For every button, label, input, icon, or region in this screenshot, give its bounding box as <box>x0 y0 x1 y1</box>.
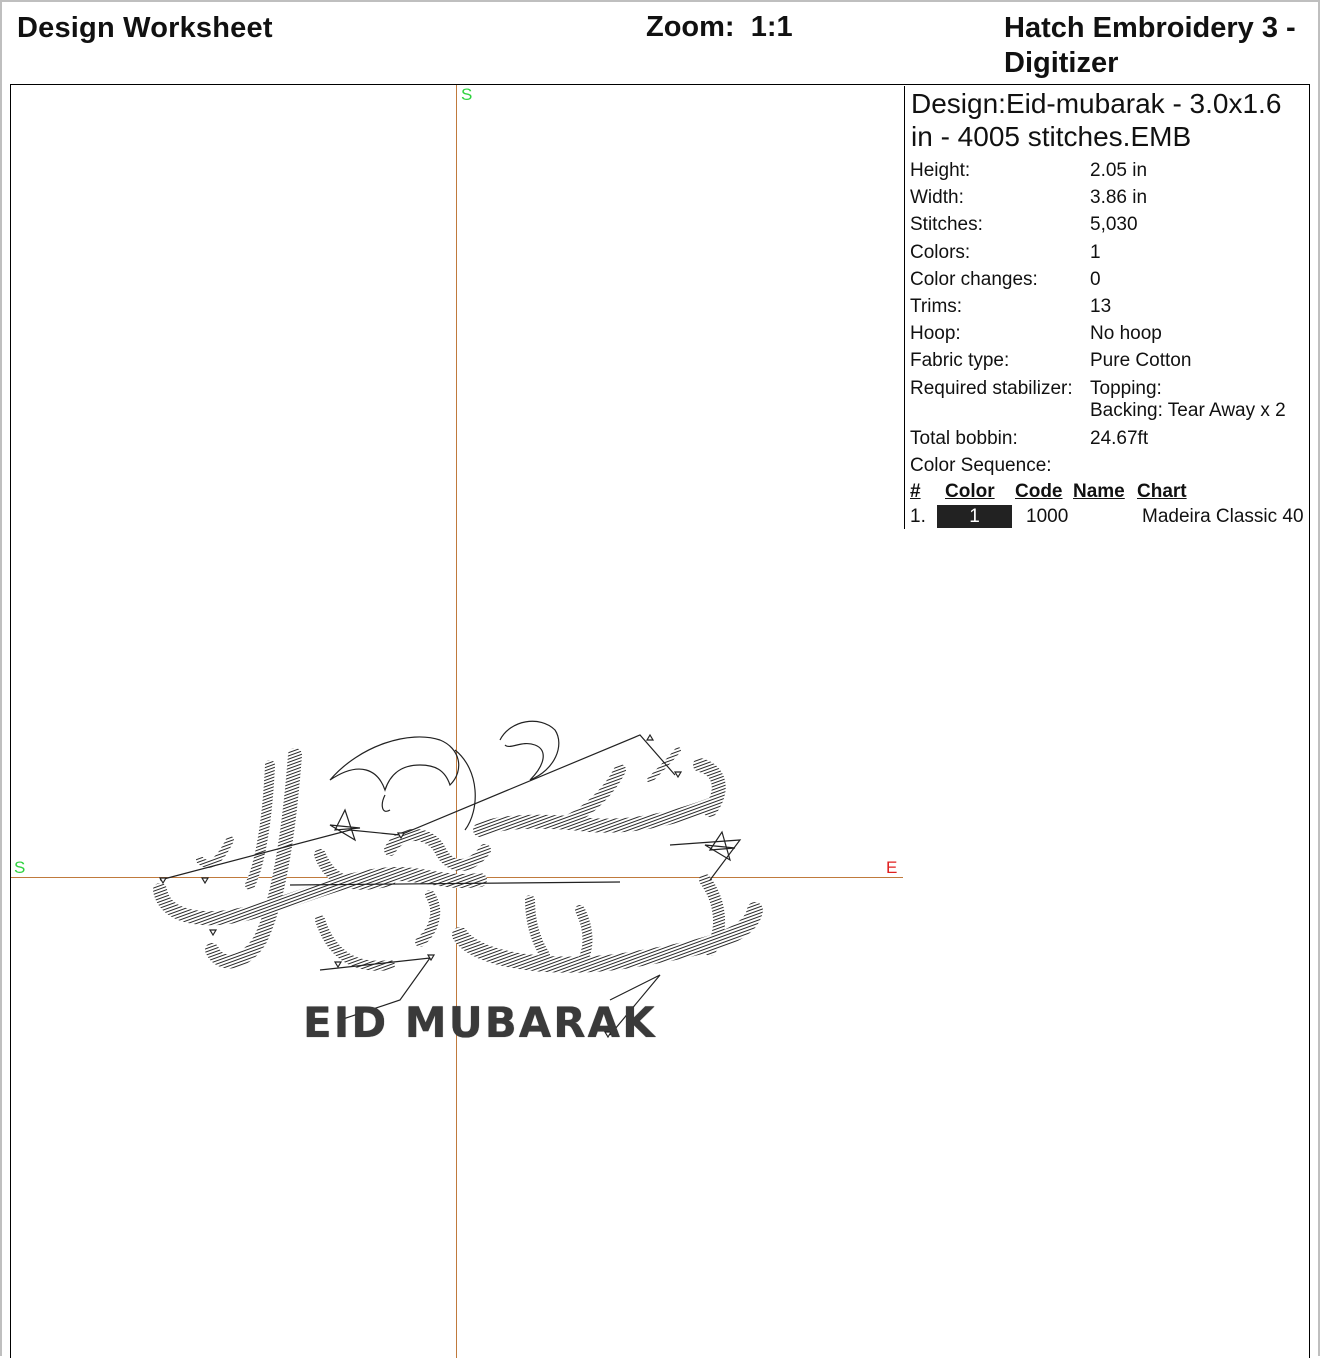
column-header-code: Code <box>1015 480 1063 502</box>
column-header-chart: Chart <box>1137 480 1187 502</box>
stitch-trim-markers <box>160 735 681 1037</box>
property-label: Stitches: <box>910 214 983 236</box>
color-sequence-row <box>910 505 1310 529</box>
property-label: Height: <box>910 160 971 181</box>
color-swatch: 1 <box>937 505 1012 528</box>
worksheet-title: Design Worksheet <box>17 12 273 44</box>
design-properties <box>905 157 1310 452</box>
property-label: Fabric type: <box>910 350 1010 372</box>
property-row-hoop <box>910 320 1310 347</box>
property-row-stabilizer <box>910 375 1310 425</box>
property-value: 5,030 <box>1090 214 1138 236</box>
property-row-trims <box>910 293 1310 320</box>
property-value: 3.86 in <box>1090 187 1148 209</box>
start-marker-left: S <box>14 858 26 877</box>
design-filename: Design:Eid-mubarak - 3.0x1.6 in - 4005 stitches.EMB <box>911 88 1282 152</box>
property-value: 0 <box>1090 268 1101 290</box>
property-row-color-changes <box>910 266 1310 293</box>
color-sequence-header <box>910 479 1310 505</box>
property-label: Color changes: <box>910 268 1038 290</box>
column-header-num: # <box>910 480 921 502</box>
property-value: 13 <box>1090 296 1112 318</box>
stabilizer-backing: Backing: Tear Away x 2 <box>1090 399 1286 421</box>
property-label: Hoop: <box>910 323 961 345</box>
property-label: Colors: <box>910 241 971 263</box>
property-row-fabric <box>910 347 1310 374</box>
property-value: No hoop <box>1090 323 1162 345</box>
property-label: Required stabilizer: <box>910 377 1073 399</box>
zoom-level: Zoom: 1:1 <box>646 11 793 43</box>
thread-code: 1000 <box>1026 505 1069 527</box>
property-value <box>1090 378 1310 422</box>
arabic-calligraphy <box>160 750 755 966</box>
design-info-panel <box>904 86 1310 529</box>
start-marker-top: S <box>461 85 473 104</box>
property-value: Pure Cotton <box>1090 350 1192 372</box>
color-sequence-label: Color Sequence: <box>910 454 1052 476</box>
thread-chart: Madeira Classic 40 <box>1142 505 1304 527</box>
property-row-bobbin <box>910 425 1310 452</box>
app-name: Hatch Embroidery 3 - Digitizer <box>1004 12 1296 79</box>
property-value: 2.05 in <box>1090 160 1148 181</box>
property-value: 24.67ft <box>1090 427 1149 449</box>
property-label: Total bobbin: <box>910 427 1018 449</box>
column-header-color: Color <box>945 480 995 502</box>
sequence-num: 1. <box>910 505 926 527</box>
column-header-name: Name <box>1073 480 1125 502</box>
property-row-colors <box>910 239 1310 266</box>
property-value: 1 <box>1090 241 1101 263</box>
stabilizer-topping: Topping: <box>1090 377 1162 399</box>
artwork-caption: EID MUBARAK <box>303 998 657 1047</box>
property-row-height <box>910 157 1310 184</box>
end-marker-right: E <box>886 858 898 877</box>
property-label: Width: <box>910 187 964 209</box>
property-row-stitches <box>910 211 1310 238</box>
property-label: Trims: <box>910 296 963 318</box>
property-row-width <box>910 184 1310 211</box>
